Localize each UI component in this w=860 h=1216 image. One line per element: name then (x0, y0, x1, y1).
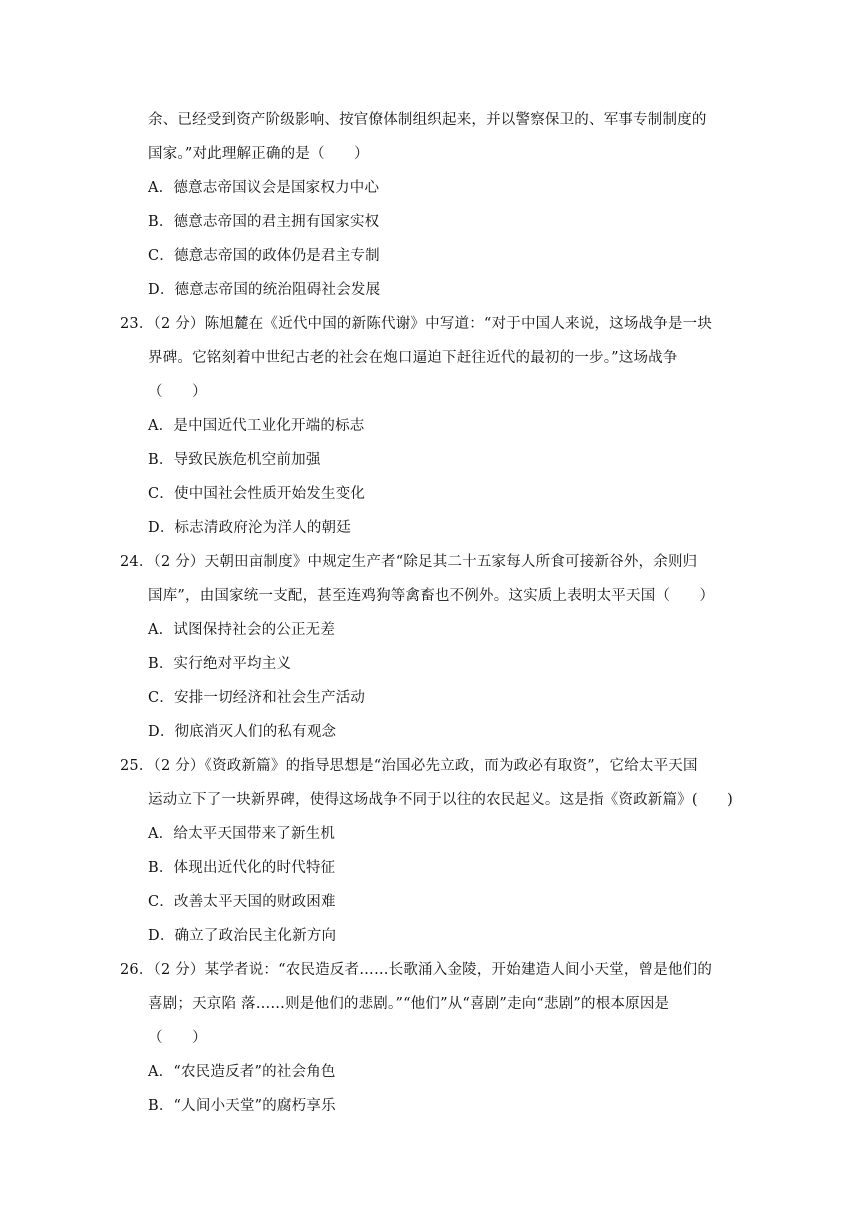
q26-option-a: A．“农民造反者”的社会角色 (148, 1064, 336, 1080)
q23-stem-line-3: （ ） (148, 384, 207, 400)
q25-option-d: D．确立了政治民主化新方向 (148, 928, 337, 944)
q24-option-d: D．彻底消灭人们的私有观念 (148, 724, 337, 740)
q23-stem-line-1: 23．（2 分）陈旭麓在《近代中国的新陈代谢》中写道：“对于中国人来说，这场战争是一块 (120, 316, 713, 332)
q22-option-d: D．德意志帝国的统治阻碍社会发展 (148, 282, 381, 298)
q24-stem-line-1: 24．（2 分）天朝田亩制度》中规定生产者“除足其二十五家每人所食可接新谷外，余则归 (120, 554, 698, 570)
q24-option-c: C．安排一切经济和社会生产活动 (148, 690, 366, 706)
q25-option-b: B．体现出近代化的时代特征 (148, 860, 336, 876)
q22-stem-line-1: 余、已经受到资产阶级影响、按官僚体制组织起来，并以警察保卫的、军事专制制度的 (148, 112, 707, 128)
q23-option-a: A．是中国近代工业化开端的标志 (148, 418, 365, 434)
q25-option-a: A．给太平天国带来了新生机 (148, 826, 336, 842)
q24-option-b: B．实行绝对平均主义 (148, 656, 292, 672)
q23-option-c: C．使中国社会性质开始发生变化 (148, 486, 366, 502)
q23-stem-line-2: 界碑。它铭刻着中世纪古老的社会在炮口逼迫下赶往近代的最初的一步。”这场战争 (148, 350, 678, 366)
q26-stem-line-3: （ ） (148, 1030, 207, 1046)
q25-option-c: C．改善太平天国的财政困难 (148, 894, 336, 910)
q25-stem-line-1: 25．（2 分）《资政新篇》的指导思想是“治国必先立政，而为政必有取资”，它给太平天国 (120, 758, 698, 774)
q25-stem-line-2: 运动立下了一块新界碑，使得这场战争不同于以往的农民起义。这是指《资政新篇》( ) (148, 792, 734, 808)
q23-option-b: B．导致民族危机空前加强 (148, 452, 321, 468)
q22-option-b: B．德意志帝国的君主拥有国家实权 (148, 214, 380, 230)
q23-option-d: D．标志清政府沦为洋人的朝廷 (148, 520, 351, 536)
q26-stem-line-2: 喜剧；天京陷 落……则是他们的悲剧。”“他们”从“喜剧”走向“悲剧”的根本原因是 (148, 996, 670, 1012)
q22-option-c: C．德意志帝国的政体仍是君主专制 (148, 248, 380, 264)
q26-stem-line-1: 26．（2 分）某学者说：“农民造反者……长歌涌入金陵，开始建造人间小天堂，曾是他们的 (120, 962, 713, 978)
q26-option-b: B．“人间小天堂”的腐朽享乐 (148, 1098, 336, 1114)
q24-stem-line-2: 国库”，由国家统一支配，甚至连鸡狗等禽畜也不例外。这实质上表明太平天国（ ） (148, 588, 715, 604)
q22-stem-line-2: 国家。”对此理解正确的是（ ） (148, 146, 369, 162)
q22-option-a: A．德意志帝国议会是国家权力中心 (148, 180, 380, 196)
q24-option-a: A．试图保持社会的公正无差 (148, 622, 336, 638)
